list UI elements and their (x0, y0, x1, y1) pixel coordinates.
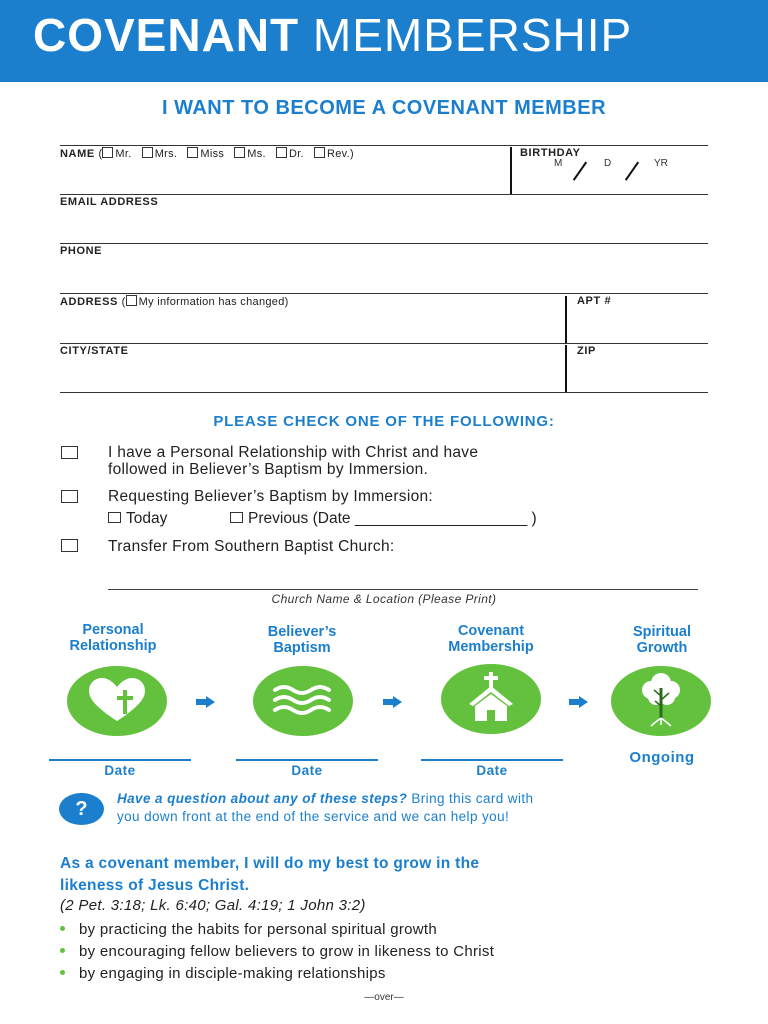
covenant-heading (60, 853, 479, 897)
option3-checkbox[interactable] (61, 539, 78, 552)
date-input-1[interactable] (49, 740, 191, 759)
commitment-list (60, 919, 494, 985)
date-input-2[interactable] (236, 740, 378, 759)
title-option-ms: Ms. (247, 148, 266, 160)
list-item-text: by encouraging fellow believers to grow in likeness to Christ (79, 943, 495, 960)
city-label: CITY/STATE (60, 345, 129, 357)
question-line2: you down front at the end of the service and we can help you! (117, 809, 510, 824)
step-3-label-line1: Covenant (457, 623, 525, 639)
title-checkbox-ms[interactable] (234, 147, 245, 158)
question-icon: ? (59, 793, 104, 825)
zip-label: ZIP (577, 345, 596, 357)
bullet-dot-icon (60, 970, 65, 975)
title-checkbox-rev[interactable] (314, 147, 325, 158)
title-option-mrs: Mrs. (154, 148, 178, 160)
date-label-3: Date (476, 763, 508, 778)
date-label-1: Date (104, 763, 136, 778)
today-checkbox[interactable] (108, 512, 121, 523)
bullet-dot-icon (60, 926, 65, 931)
option1-checkbox[interactable] (61, 446, 78, 459)
address-label: ADDRESS (60, 296, 118, 308)
list-item (60, 941, 494, 963)
name-field-label: NAME ( Mr. Mrs. Miss Ms. Dr. Rev.) (60, 148, 354, 160)
arrow-icon-2 (383, 696, 403, 708)
title-option-rev: Rev.) (327, 148, 354, 160)
form-subtitle: I WANT TO BECOME A COVENANT MEMBER (161, 97, 607, 119)
title-option-mr: Mr. (115, 148, 132, 160)
option1-line2: followed in Believer’s Baptism by Immersion. (108, 461, 429, 478)
birthday-month-label: M (554, 158, 563, 169)
city-bottom-line (60, 392, 708, 393)
zip-input[interactable] (569, 359, 708, 391)
step-3-label (416, 623, 566, 655)
title-checkbox-mr[interactable] (102, 147, 113, 158)
phone-top-line (60, 243, 708, 244)
previous-option (230, 510, 537, 528)
birthday-label: BIRTHDAY (520, 147, 581, 159)
city-top-line (60, 343, 708, 344)
church-name-line (108, 589, 698, 590)
previous-label: Previous (Date ____________________ ) (248, 510, 537, 527)
ongoing-label: Ongoing (629, 749, 695, 766)
option3-text: Transfer From Southern Baptist Church: (108, 538, 395, 555)
step-2-label-line2: Baptism (273, 640, 331, 656)
email-input[interactable] (60, 210, 708, 243)
apt-input[interactable] (569, 310, 708, 342)
title-checkbox-miss[interactable] (187, 147, 198, 158)
tree-icon (611, 666, 711, 736)
scripture-references: (2 Pet. 3:18; Lk. 6:40; Gal. 4:19; 1 John 3:2) (60, 897, 366, 914)
step-4-label (587, 624, 737, 656)
step-2-circle (253, 666, 353, 736)
birthday-day-label: D (604, 158, 612, 169)
arrow-icon-1 (196, 696, 216, 708)
step-1-circle (67, 666, 167, 736)
heart-cross-icon (67, 666, 167, 736)
list-item-text: by practicing the habits for personal spiritual growth (79, 921, 438, 938)
option2-text: Requesting Believer’s Baptism by Immersion: (108, 488, 434, 505)
title-option-miss: Miss (200, 148, 225, 160)
date-line-1 (49, 759, 191, 761)
step-2-label (227, 624, 377, 656)
step-1-label-line2: Relationship (69, 638, 157, 654)
option1-line1: I have a Personal Relationship with Christ and have (108, 444, 479, 461)
date-input-3[interactable] (421, 740, 563, 759)
page-title (33, 8, 632, 62)
covenant-heading-line2: likeness of Jesus Christ. (60, 877, 250, 894)
church-name-input[interactable] (108, 565, 698, 589)
apt-divider (565, 296, 567, 343)
today-option (108, 510, 167, 528)
zip-divider (565, 345, 567, 392)
title-checkbox-dr[interactable] (276, 147, 287, 158)
over-footer: —over— (364, 992, 404, 1003)
date-label-2: Date (291, 763, 323, 778)
address-top-line (60, 293, 708, 294)
question-line1: Bring this card with (407, 791, 534, 806)
step-3-circle (441, 664, 541, 734)
phone-input[interactable] (60, 259, 708, 292)
previous-checkbox[interactable] (230, 512, 243, 523)
step-4-label-line1: Spiritual (632, 624, 691, 640)
option2-checkbox[interactable] (61, 490, 78, 503)
info-changed-checkbox[interactable] (126, 295, 137, 306)
apt-label: APT # (577, 295, 612, 307)
step-1-label-line1: Personal (82, 622, 144, 638)
step-1-label (38, 622, 188, 654)
list-item (60, 919, 494, 941)
info-changed-label: My information has changed) (138, 296, 289, 308)
name-input[interactable] (60, 162, 508, 194)
name-top-line (60, 145, 708, 146)
question-bold: Have a question about any of these steps? (117, 791, 408, 806)
name-label: NAME (60, 148, 95, 160)
check-section-heading: PLEASE CHECK ONE OF THE FOLLOWING: (213, 413, 555, 430)
date-line-2 (236, 759, 378, 761)
covenant-heading-line1: As a covenant member, I will do my best to grow in the (60, 855, 480, 872)
step-3-label-line2: Membership (448, 639, 534, 655)
email-label: EMAIL ADDRESS (60, 196, 159, 208)
step-4-label-line2: Growth (636, 640, 688, 656)
birthday-input[interactable] (512, 147, 708, 194)
address-input[interactable] (60, 310, 563, 342)
step-4-circle (611, 666, 711, 736)
list-item (60, 963, 494, 985)
title-option-dr: Dr. (288, 148, 304, 160)
option1-text (108, 444, 478, 478)
title-checkbox-mrs[interactable] (142, 147, 153, 158)
date-line-3 (421, 759, 563, 761)
city-input[interactable] (60, 359, 563, 391)
email-top-line (60, 194, 708, 195)
title-bold: COVENANT (33, 9, 300, 61)
arrow-icon-3 (569, 696, 589, 708)
title-light: MEMBERSHIP (312, 9, 633, 61)
question-text (117, 790, 533, 826)
today-label: Today (126, 510, 168, 527)
header-banner (0, 0, 768, 82)
list-item-text: by engaging in disciple-making relationships (79, 965, 386, 982)
church-caption: Church Name & Location (Please Print) (271, 592, 497, 606)
bullet-dot-icon (60, 948, 65, 953)
birthday-year-label: YR (654, 158, 668, 169)
water-waves-icon (253, 666, 353, 736)
address-field-label: ADDRESS ( My information has changed) (60, 296, 289, 308)
phone-label: PHONE (60, 245, 103, 257)
church-icon (441, 664, 541, 734)
step-2-label-line1: Believer’s (267, 624, 337, 640)
